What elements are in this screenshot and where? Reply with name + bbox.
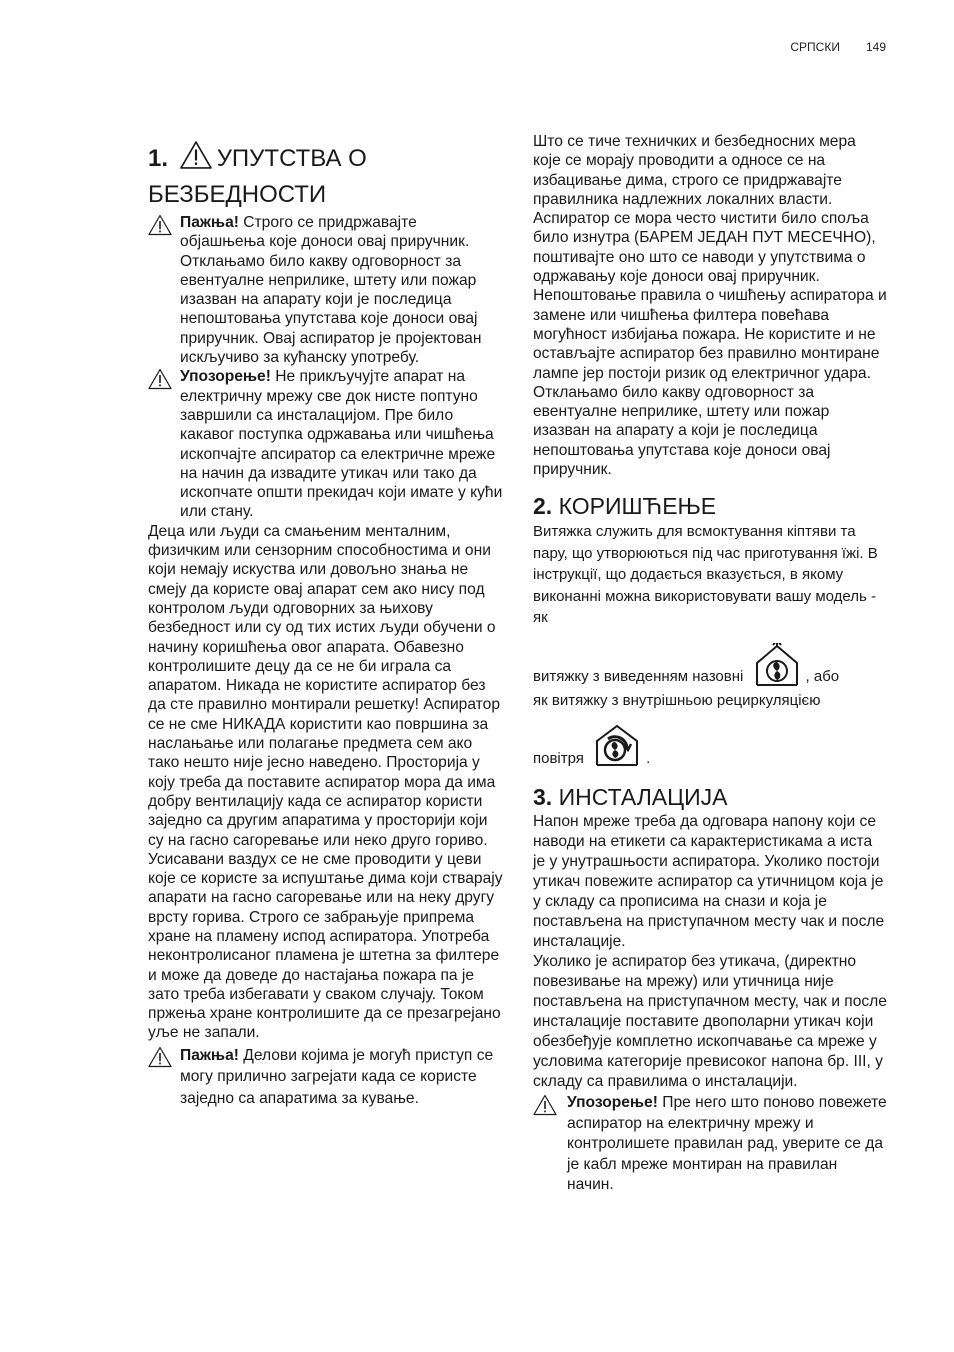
section-3-paragraph-2: Уколико је аспиратор без утикача, (директно повезивање на мрежу) или утичница није постављена на приступачном месту, чак и после инсталације поставите двополарни утикач који обезбеђује комплетно ископчавање са мреже у условима категорије превисоког напона бр. III, у складу са правилима о инсталацији.: [533, 953, 887, 1091]
warning-icon: [148, 1046, 172, 1068]
warning-icon: [179, 140, 213, 170]
recirculation-mode-icon: [594, 723, 640, 767]
right-intro-text: Што се тиче техничких и безбедносних мера које се морају проводити а односе се на избацивање дима, строго се придржавајте правилника надлежних локалних власти. Аспиратор се мора често чистити било споља било изнутра (БАРЕМ ЈЕДАН ПУТ МЕСЕЧНО), поштивајте оно што се наводи у упутствима о одржавању које доноси овај приручник. Непоштовање правила о чишћењу аспиратора и замене или чишћења филтера повећава могућност избијања пожара. Не користите и не остављајте аспиратор без правилно монтиране лампе јер постоји ризик од електричног удара. Отклањамо било какву одговорност за евентуалне неприлике, штету или пожар изазван на апарату а који је последица непоштовања упутстава које доноси овај приручник.: [533, 133, 887, 479]
warning-label: Пажња!: [180, 214, 239, 231]
warning-block-2: [148, 367, 506, 521]
warning-block-3: [148, 1045, 506, 1110]
section-1-title: УПУТСТВА О: [216, 145, 367, 172]
warning-text: Строго се придржавајте објашњења које доноси овај приручник. Отклањамо било какву одговорност за евентуалне неприлике, штету или пожар изазван на апарату који је последица непоштовања упутстава које доноси овај приручник. Овај аспиратор је пројектован искључиво за кућанску употребу.: [180, 214, 482, 367]
section-1-heading: 1. УПУТСТВА О БЕЗБЕДНОСТИ: [148, 140, 506, 213]
warning-icon: [148, 214, 172, 236]
right-column: [533, 132, 887, 1196]
section-2-paragraph: Витяжка служить для всмоктування кіптяви та пару, що утворюються під час приготування їжі. В інструкції, що додається вказується, в якому виконанні можна використовувати вашу модель - як: [533, 523, 878, 627]
header-language: СРПСКИ: [790, 40, 840, 54]
page-header: [790, 40, 886, 54]
section-2-air-text: повітря: [533, 750, 584, 768]
section-2-body: [533, 521, 887, 772]
warning-text: Пре него што поново повежете аспиратор на електричну мрежу и контролишете правилан рад, уверите се да је кабл мреже монтиран на правилан начин.: [567, 1094, 887, 1194]
warning-block-1: [148, 213, 506, 367]
warning-text: Делови којима је могућ приступ се могу прилично загрејати када се користе заједно са апаратима за кување.: [180, 1046, 494, 1107]
warning-label: Пажња!: [180, 1046, 239, 1064]
warning-icon: [148, 368, 172, 390]
section-2-air-tail: .: [646, 750, 651, 768]
section-2-recirc-text: як витяжку з внутрішньою рециркуляцією: [533, 691, 821, 709]
section-1-title-line2: БЕЗБЕДНОСТИ: [148, 181, 327, 208]
section-1-body: Деца или људи са смањеним менталним, физичким или сензорним способностима и они који немају искуства или довољно знања не смеју да користе овај апарат сем ако нису под контролом људи одговорних за њихову безбедност или су од тих истих људи обучени о начину коришћења овог апарата. Обавезно контролишите децу да се не би играла са апаратом. Никада не користите аспиратор без да сте правилно монтирали решетку! Аспиратор се не сме НИКАДА користити као површина за наслањање или полагање предмета сем ако тако нешто није јесно наведено. Просторија у коју треба да поставите аспиратор мора да има добру вентилацију када се аспиратор користи заједно са другим апаратима у просторији који су на гасно сагоревање или неко друго гориво. Усисавани ваздух се не сме проводити у цеви које се користе за испуштање дима који стварају апарати на гасно сагоревање или на неку другу врсту горива. Строго се забрањује припрема хране на пламену испод аспиратора. Употреба неконтролисаног пламена је штетна за филтере и може да доведе до настајања пожара па је зато треба избегавати у сваком случају. Током пржења хране контролишите да се презагрејано уље не запали.: [148, 522, 503, 1042]
section-3-heading: 3. ИНСТАЛАЦИЈА: [533, 784, 728, 811]
section-2-extraction-text: витяжку з виведенням назовні: [533, 667, 744, 685]
warning-block-4: [533, 1093, 887, 1196]
extraction-mode-icon: [754, 643, 800, 687]
section-2-title: КОРИШЋЕЊЕ: [558, 493, 717, 520]
section-2-heading: 2. КОРИШЋЕЊЕ: [533, 493, 717, 520]
warning-label: Упозорење!: [567, 1094, 658, 1112]
warning-text: Не прикључујте апарат на електричну мрежу све док нисте поптуно завршили са инсталацијом. Пре било какавог поступка одржавања или чишћења ископчајте апсиратор са електричне мреже на начин да извадите утикач или тако да ископчате општи прекидач који имате у кући или стану.: [180, 368, 503, 521]
section-2-extraction-tail: , або: [805, 667, 840, 685]
warning-icon: [533, 1094, 557, 1116]
page-number: 149: [865, 40, 886, 54]
section-3-paragraph-1: Напон мреже треба да одговара напону који се наводи на етикети са карактеристикама а иста је у унутрашњости аспиратора. Уколико постоји утикач повежите аспиратор са утичницом која је у складу са прописима на снази и која је постављена на приступачном месту чак и после инсталације.: [533, 813, 885, 951]
left-column: [148, 132, 506, 1109]
section-3-title: ИНСТАЛАЦИЈА: [558, 784, 728, 811]
warning-label: Упозорење!: [180, 368, 271, 386]
